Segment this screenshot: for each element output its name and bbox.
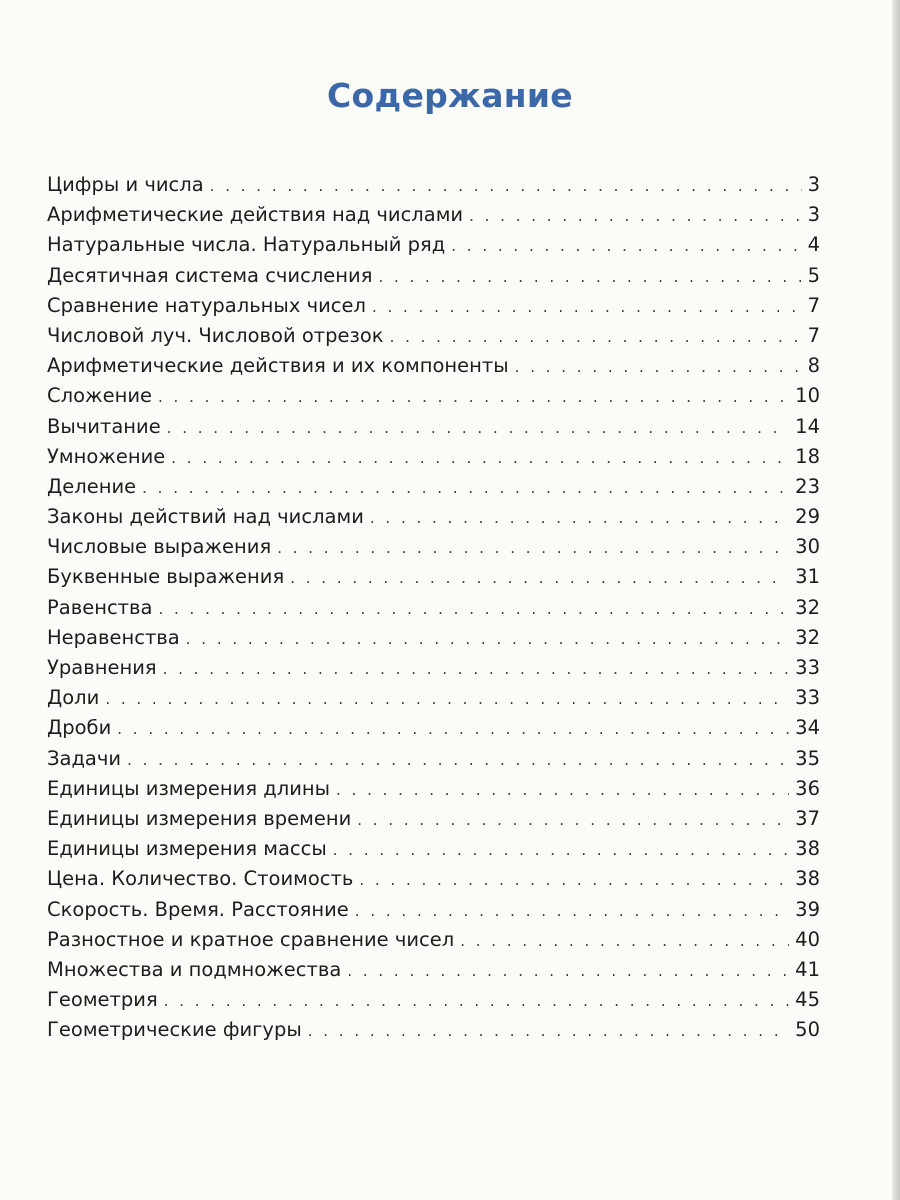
toc-entry xyxy=(47,445,820,475)
page-title: Содержание xyxy=(327,76,573,115)
toc-entry-title: Деление xyxy=(47,474,137,498)
toc-entry xyxy=(47,958,820,988)
toc-entry xyxy=(47,656,820,686)
toc-entry-title: Дроби xyxy=(47,716,112,740)
dot-leader xyxy=(308,1022,789,1040)
toc-entry-title: Геометрические фигуры xyxy=(47,1018,302,1042)
toc-entry-page: 34 xyxy=(795,716,820,740)
toc-entry xyxy=(47,384,820,414)
toc-entry xyxy=(47,837,820,867)
toc-entry-title: Доли xyxy=(47,686,100,710)
toc-entry xyxy=(47,324,820,354)
toc-entry-page: 45 xyxy=(795,988,820,1012)
toc-entry-title: Единицы измерения времени xyxy=(47,806,352,830)
toc-entry-title: Цена. Количество. Стоимость xyxy=(47,867,354,891)
toc-entry-page: 29 xyxy=(795,505,820,529)
toc-entry xyxy=(47,777,820,807)
dot-leader xyxy=(357,811,789,829)
dot-leader xyxy=(469,207,801,225)
dot-leader xyxy=(390,328,802,346)
toc-entry-title: Задачи xyxy=(47,746,122,770)
dot-leader xyxy=(105,690,789,708)
toc-entry-page: 33 xyxy=(795,656,820,679)
toc-entry xyxy=(47,565,820,595)
toc-entry-title: Неравенства xyxy=(47,625,180,649)
dot-leader xyxy=(158,600,789,618)
dot-leader xyxy=(460,932,789,950)
toc-entry-title: Множества и подмножества xyxy=(47,957,342,981)
toc-entry-page: 30 xyxy=(795,535,820,559)
toc-entry xyxy=(47,807,820,837)
toc-entry-title: Арифметические действия над числами xyxy=(47,203,464,227)
dot-leader xyxy=(333,841,789,859)
dot-leader xyxy=(347,962,789,980)
dot-leader xyxy=(451,237,801,255)
dot-leader xyxy=(164,992,790,1010)
dot-leader xyxy=(378,268,801,286)
dot-leader xyxy=(359,871,789,889)
toc-entry xyxy=(47,867,820,897)
dot-leader xyxy=(372,298,802,316)
toc-entry-page: 31 xyxy=(795,565,820,589)
toc-entry xyxy=(47,354,820,384)
toc-entry xyxy=(47,264,820,294)
dot-leader xyxy=(142,479,789,497)
dot-leader xyxy=(167,419,789,437)
toc-entry xyxy=(47,747,820,777)
dot-leader xyxy=(163,660,790,678)
toc-entry-page: 18 xyxy=(795,444,820,468)
toc-entry-page: 5 xyxy=(807,263,820,287)
toc-entry-title: Числовой луч. Числовой отрезок xyxy=(47,323,384,347)
toc-entry-page: 38 xyxy=(795,867,820,891)
dot-leader xyxy=(336,781,789,799)
toc-entry-page: 36 xyxy=(795,776,820,800)
dot-leader xyxy=(210,177,802,195)
toc-entry-title: Уравнения xyxy=(47,656,157,679)
toc-entry xyxy=(47,1018,820,1048)
dot-leader xyxy=(171,449,789,467)
toc-entry-page: 39 xyxy=(795,897,820,921)
toc-entry-page: 33 xyxy=(795,686,820,710)
toc-entry-title: Разностное и кратное сравнение чисел xyxy=(47,927,455,951)
dot-leader xyxy=(515,358,802,376)
toc-entry xyxy=(47,294,820,324)
toc-entry-page: 50 xyxy=(795,1018,820,1042)
dot-leader xyxy=(127,751,789,769)
toc-entry-page: 7 xyxy=(807,323,820,347)
table-of-contents xyxy=(47,173,820,1048)
toc-entry xyxy=(47,415,820,445)
page-edge xyxy=(892,0,900,1200)
toc-entry-page: 32 xyxy=(795,625,820,649)
dot-leader xyxy=(186,630,789,648)
toc-entry-title: Буквенные выражения xyxy=(47,565,285,589)
toc-entry-title: Сложение xyxy=(47,384,152,408)
toc-entry-title: Сравнение натуральных чисел xyxy=(47,293,366,317)
toc-entry-title: Единицы измерения массы xyxy=(47,837,327,861)
toc-entry-page: 4 xyxy=(807,233,820,257)
toc-entry-page: 40 xyxy=(795,927,820,951)
toc-entry-page: 10 xyxy=(795,384,820,408)
toc-entry xyxy=(47,173,820,203)
toc-entry-page: 32 xyxy=(795,595,820,619)
toc-entry-title: Равенства xyxy=(47,595,153,619)
toc-entry-title: Единицы измерения длины xyxy=(47,776,331,800)
dot-leader xyxy=(158,388,789,406)
toc-entry xyxy=(47,505,820,535)
toc-entry-title: Десятичная система счисления xyxy=(47,263,373,287)
toc-entry xyxy=(47,928,820,958)
toc-entry-page: 8 xyxy=(807,354,820,378)
dot-leader xyxy=(370,509,789,527)
toc-entry-page: 23 xyxy=(795,474,820,498)
toc-entry-page: 38 xyxy=(795,837,820,861)
toc-entry-page: 14 xyxy=(795,414,820,438)
toc-entry-page: 37 xyxy=(795,806,820,830)
toc-entry-page: 3 xyxy=(807,173,820,196)
dot-leader xyxy=(355,902,789,920)
toc-entry-title: Арифметические действия и их компоненты xyxy=(47,354,509,378)
toc-entry xyxy=(47,686,820,716)
toc-entry-page: 35 xyxy=(795,746,820,770)
toc-entry xyxy=(47,535,820,565)
toc-entry xyxy=(47,596,820,626)
toc-entry xyxy=(47,626,820,656)
dot-leader xyxy=(277,539,789,557)
toc-entry-page: 41 xyxy=(795,957,820,981)
toc-entry-title: Цифры и числа xyxy=(47,173,204,196)
toc-entry-title: Натуральные числа. Натуральный ряд xyxy=(47,233,446,257)
toc-entry-page: 7 xyxy=(807,293,820,317)
toc-entry-title: Геометрия xyxy=(47,988,158,1012)
toc-entry-title: Вычитание xyxy=(47,414,161,438)
toc-entry-title: Скорость. Время. Расстояние xyxy=(47,897,349,921)
toc-entry xyxy=(47,233,820,263)
toc-entry xyxy=(47,898,820,928)
toc-entry xyxy=(47,716,820,746)
toc-entry-title: Числовые выражения xyxy=(47,535,272,559)
toc-entry-title: Законы действий над числами xyxy=(47,505,364,529)
toc-entry-page: 3 xyxy=(807,203,820,227)
toc-entry xyxy=(47,203,820,233)
toc-entry xyxy=(47,475,820,505)
toc-entry-title: Умножение xyxy=(47,444,166,468)
dot-leader xyxy=(117,720,789,738)
toc-entry xyxy=(47,988,820,1018)
dot-leader xyxy=(290,569,789,587)
